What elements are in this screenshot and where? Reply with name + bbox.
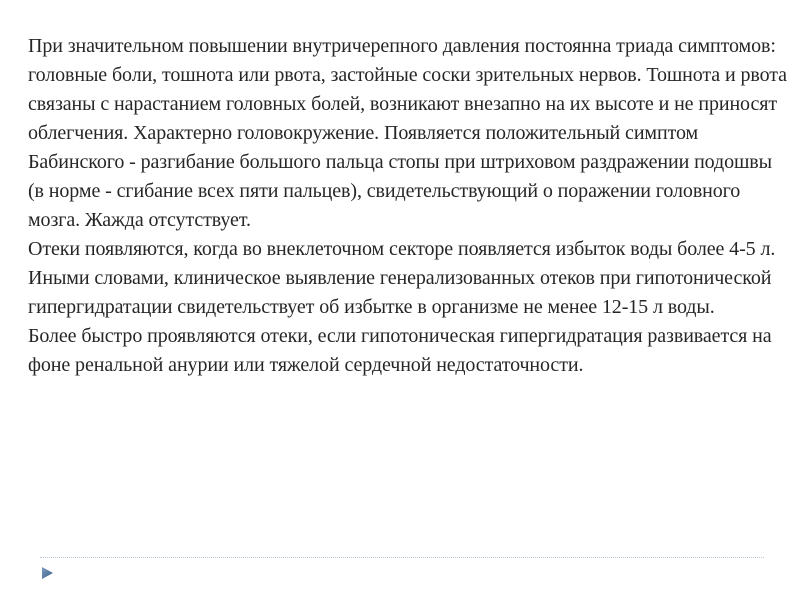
footer-divider (40, 557, 764, 558)
paragraph-edema-onset: Более быстро проявляются отеки, если гипотоническая гипергидратация развивается на фоне ренальной анурии или тяжелой сердечной недостаточности. (28, 325, 772, 376)
paragraph-edema-threshold: Отеки появляются, когда во внеклеточном секторе появляется избыток воды более 4-5 л. Иными словами, клиническое выявление генерализованных отеков при гипотонической гипергидратации свидетельствует об избытке в организме не менее 12-15 л воды. (28, 238, 776, 318)
triangle-right-icon[interactable] (40, 566, 54, 580)
slide-body-text (28, 32, 788, 380)
paragraph-intracranial-pressure: При значительном повышении внутричерепного давления постоянна триада симптомов: головные боли, тошнота или рвота, застойные соски зрительных нервов. Тошнота и рвота связаны с нарастанием головных болей, возникают внезапно на их высоте и не приносят облегчения. Характерно головокружение. Появляется положительный симптом Бабинского - разгибание большого пальца стопы при штриховом раздражении подошвы (в норме - сгибание всех пяти пальцев), свидетельствующий о поражении головного мозга. Жажда отсутствует. (28, 35, 787, 231)
